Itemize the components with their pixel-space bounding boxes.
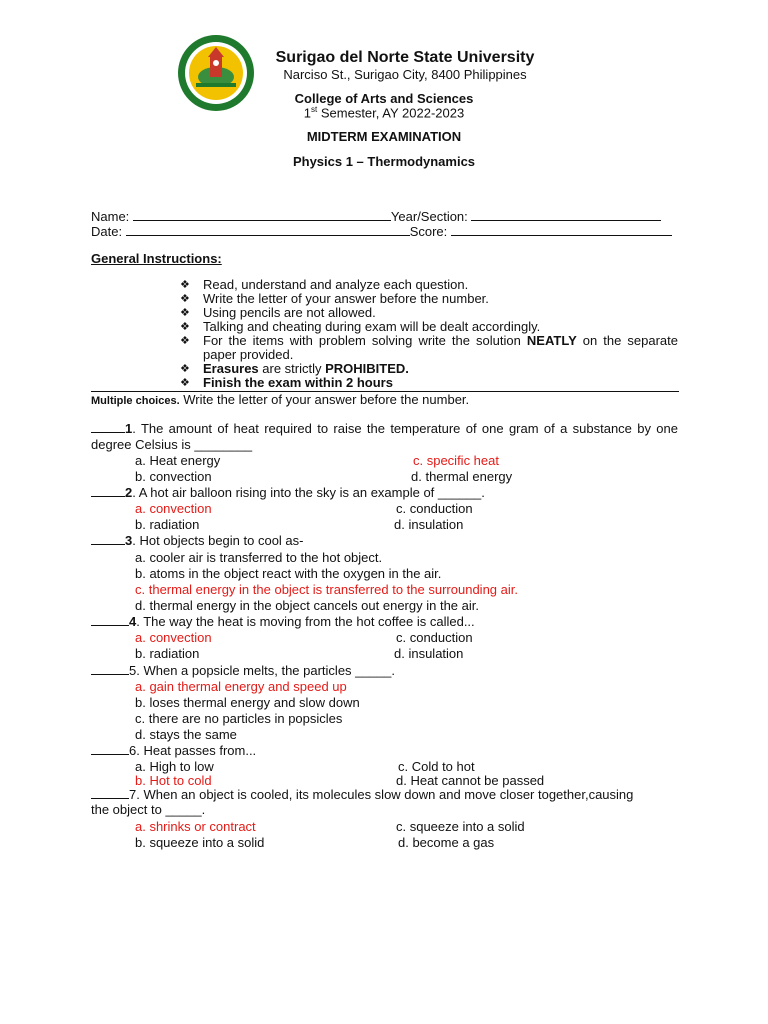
q5-option-a: a. gain thermal energy and speed up — [135, 679, 347, 694]
question-1: 1. The amount of heat required to raise the temperature of one gram of a substance by one degree Celsius is ________ — [91, 421, 678, 452]
q1-option-c: c. specific heat — [413, 453, 499, 468]
q1-option-a: a. Heat energy — [135, 453, 221, 468]
q2-option-c: c. conduction — [396, 501, 473, 516]
question-7: 7. When an object is cooled, its molecules slow down and move closer together,causing — [91, 787, 633, 802]
semester-text: Semester, AY 2022-2023 — [317, 105, 465, 121]
date-row — [91, 224, 672, 239]
q3-option-d: d. thermal energy in the object cancels out energy in the air. — [135, 598, 479, 613]
date-label: Date: — [91, 224, 123, 239]
semester — [200, 105, 568, 120]
q5-option-d: d. stays the same — [135, 727, 237, 742]
answer-blank[interactable] — [91, 486, 125, 497]
q4-option-c: c. conduction — [396, 630, 473, 645]
semester-suffix: st — [311, 105, 318, 114]
q5-option-b: b. loses thermal energy and slow down — [135, 695, 360, 710]
answer-blank[interactable] — [91, 422, 125, 433]
question-7-continued: the object to _____. — [91, 802, 206, 817]
name-row — [91, 209, 661, 224]
q2-option-a: a. convection — [135, 501, 212, 516]
q4-option-a: a. convection — [135, 630, 212, 645]
question-6: 6. Heat passes from... — [91, 743, 256, 758]
question-3: 3. Hot objects begin to cool as- — [91, 533, 304, 548]
general-instructions-title: General Instructions: — [91, 251, 222, 266]
name-field[interactable] — [133, 209, 391, 221]
instruction-item: ❖ Using pencils are not allowed. — [180, 305, 376, 320]
date-field[interactable] — [126, 224, 410, 236]
diamond-bullet-icon: ❖ — [180, 377, 190, 389]
diamond-bullet-icon: ❖ — [180, 363, 190, 375]
q2-option-b: b. radiation — [135, 517, 200, 532]
q6-option-c: c. Cold to hot — [398, 759, 475, 774]
multiple-choice-heading: Multiple choices. Write the letter of your answer before the number. — [91, 392, 470, 407]
answer-blank[interactable] — [91, 615, 129, 626]
answer-blank[interactable] — [91, 664, 129, 675]
semester-number: 1 — [303, 105, 312, 121]
question-4: 4. The way the heat is moving from the hot coffee is called... — [91, 614, 475, 629]
q3-option-a: a. cooler air is transferred to the hot object. — [135, 550, 383, 565]
diamond-bullet-icon: ❖ — [180, 293, 190, 305]
q1-option-b: b. convection — [135, 469, 212, 484]
answer-blank[interactable] — [91, 534, 125, 545]
diamond-bullet-icon: ❖ — [180, 279, 190, 291]
q5-option-c: c. there are no particles in popsicles — [135, 711, 343, 726]
diamond-bullet-icon: ❖ — [180, 321, 190, 333]
instruction-item: ❖ Talking and cheating during exam will be dealt accordingly. — [180, 319, 541, 334]
diamond-bullet-icon: ❖ — [180, 307, 190, 319]
college-name: College of Arts and Sciences — [294, 91, 474, 106]
diamond-bullet-icon: ❖ — [180, 335, 190, 347]
answer-blank[interactable] — [91, 744, 129, 755]
exam-title: MIDTERM EXAMINATION — [306, 129, 462, 144]
subject-title: Physics 1 – Thermodynamics — [292, 154, 476, 169]
instruction-item: ❖ Write the letter of your answer before the number. — [180, 291, 489, 306]
q7-option-b: b. squeeze into a solid — [135, 835, 265, 850]
instruction-item: ❖ Read, understand and analyze each question. — [180, 277, 469, 292]
q3-option-c: c. thermal energy in the object is transferred to the surrounding air. — [135, 582, 518, 597]
answer-blank[interactable] — [91, 788, 129, 799]
q4-option-b: b. radiation — [135, 646, 200, 661]
q7-option-d: d. become a gas — [398, 835, 495, 850]
q1-option-d: d. thermal energy — [411, 469, 513, 484]
name-label: Name: — [91, 209, 130, 224]
year-section-field[interactable] — [471, 209, 661, 221]
q6-option-b: b. Hot to cold — [135, 773, 212, 788]
q2-option-d: d. insulation — [394, 517, 464, 532]
score-label: Score: — [409, 224, 448, 239]
q6-option-d: d. Heat cannot be passed — [396, 773, 545, 788]
year-section-label: Year/Section: — [390, 209, 468, 224]
q7-option-c: c. squeeze into a solid — [396, 819, 525, 834]
instruction-item: ❖ Finish the exam within 2 hours — [180, 375, 393, 390]
question-5: 5. When a popsicle melts, the particles _____. — [91, 663, 395, 678]
instructions-list — [180, 278, 678, 390]
instruction-item: ❖ Erasures are strictly PROHIBITED. — [180, 361, 409, 376]
q7-option-a: a. shrinks or contract — [135, 819, 256, 834]
university-address: Narciso St., Surigao City, 8400 Philippines — [283, 67, 527, 82]
question-2: 2. A hot air balloon rising into the sky is an example of ______. — [91, 485, 485, 500]
q6-option-a: a. High to low — [135, 759, 214, 774]
score-field[interactable] — [451, 224, 672, 236]
instruction-item: ❖ For the items with problem solving write the solution NEATLY on the separate paper provided. — [180, 333, 679, 362]
university-name: Surigao del Norte State University — [275, 49, 535, 66]
q4-option-d: d. insulation — [394, 646, 464, 661]
q3-option-b: b. atoms in the object react with the oxygen in the air. — [135, 566, 442, 581]
